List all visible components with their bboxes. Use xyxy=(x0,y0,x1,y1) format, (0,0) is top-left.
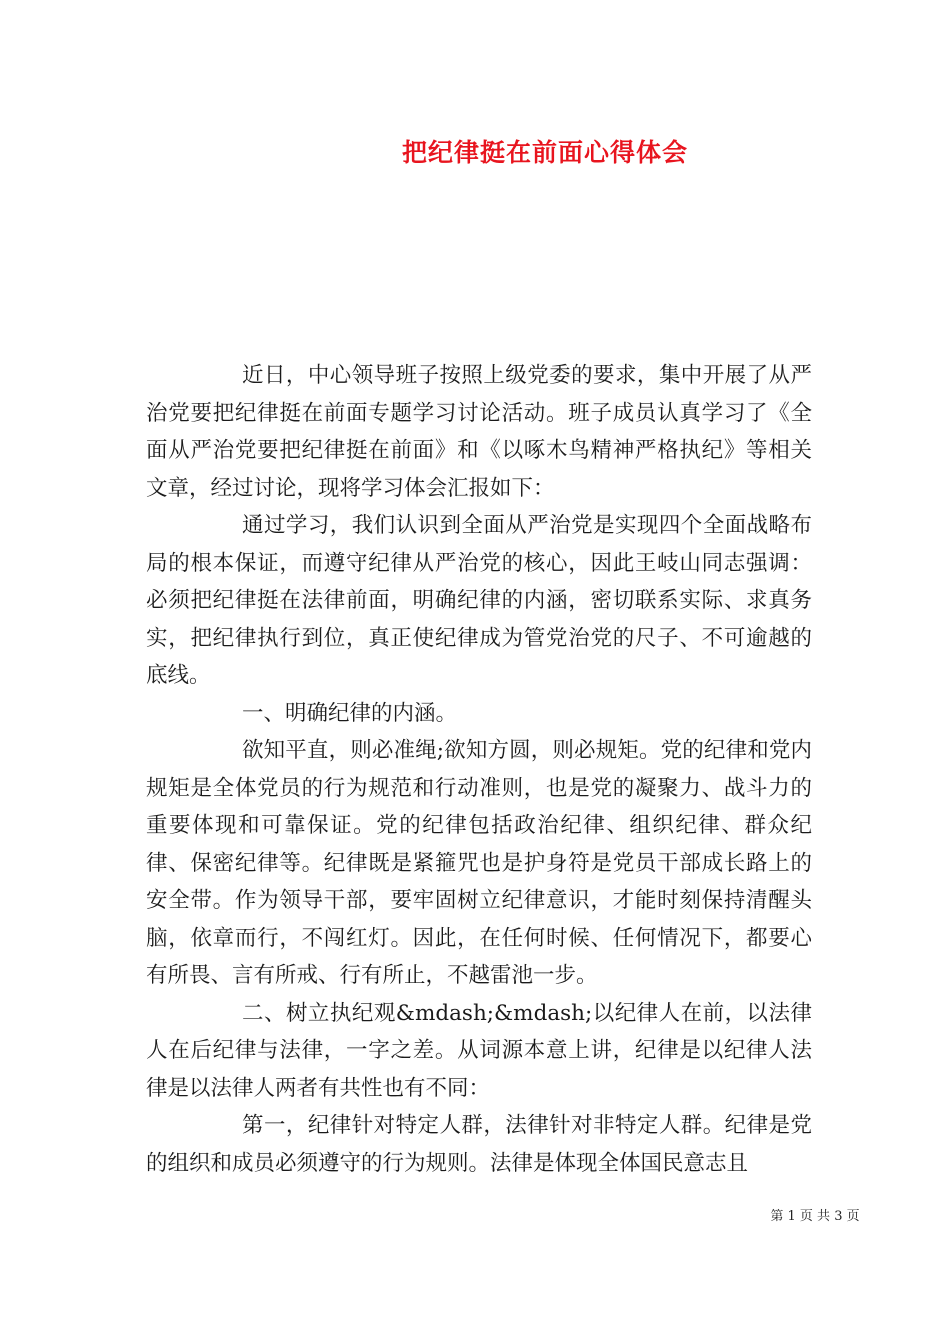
paragraph-learning: 通过学习，我们认识到全面从严治党是实现四个全面战略布局的根本保证，而遵守纪律从严治党的核心，因此王岐山同志强调：必须把纪律挺在法律前面，明确纪律的内涵，密切联系实际、求真务实，把纪律执行到位，真正使纪律成为管党治党的尺子、不可逾越的底线。 xyxy=(146,513,812,688)
paragraph-first-point: 第一，纪律针对特定人群，法律针对非特定人群。纪律是党的组织和成员必须遵守的行为规则。法律是体现全体国民意志且 xyxy=(146,1113,812,1176)
paragraph-section-1: 欲知平直，则必准绳;欲知方圆，则必规矩。党的纪律和党内规矩是全体党员的行为规范和行动准则，也是党的凝聚力、战斗力的重要体现和可靠保证。党的纪律包括政治纪律、组织纪律、群众纪律、保密纪律等。纪律既是紧箍咒也是护身符是党员干部成长路上的安全带。作为领导干部，要牢固树立纪律意识，才能时刻保持清醒头脑，依章而行，不闯红灯。因此，在任何时候、任何情况下，都要心有所畏、言有所戒、行有所止，不越雷池一步。 xyxy=(146,738,812,988)
paragraph-intro: 近日，中心领导班子按照上级党委的要求，集中开展了从严治党要把纪律挺在前面专题学习讨论活动。班子成员认真学习了《全面从严治党要把纪律挺在前面》和《以啄木鸟精神严格执纪》等相关文章，经过讨论，现将学习体会汇报如下： xyxy=(146,363,812,501)
section-heading-2: 二、树立执纪观&mdash;&mdash;以纪律人在前，以法律人在后纪律与法律，一字之差。从词源本意上讲，纪律是以纪律人法律是以法律人两者有共性也有不同： xyxy=(146,1000,812,1101)
page-footer: 第 1 页 共 3 页 xyxy=(770,1209,860,1224)
document-title: 把纪律挺在前面心得体会 xyxy=(401,138,688,167)
section-heading-1: 一、明确纪律的内涵。 xyxy=(242,700,458,726)
document-body xyxy=(146,357,812,1182)
